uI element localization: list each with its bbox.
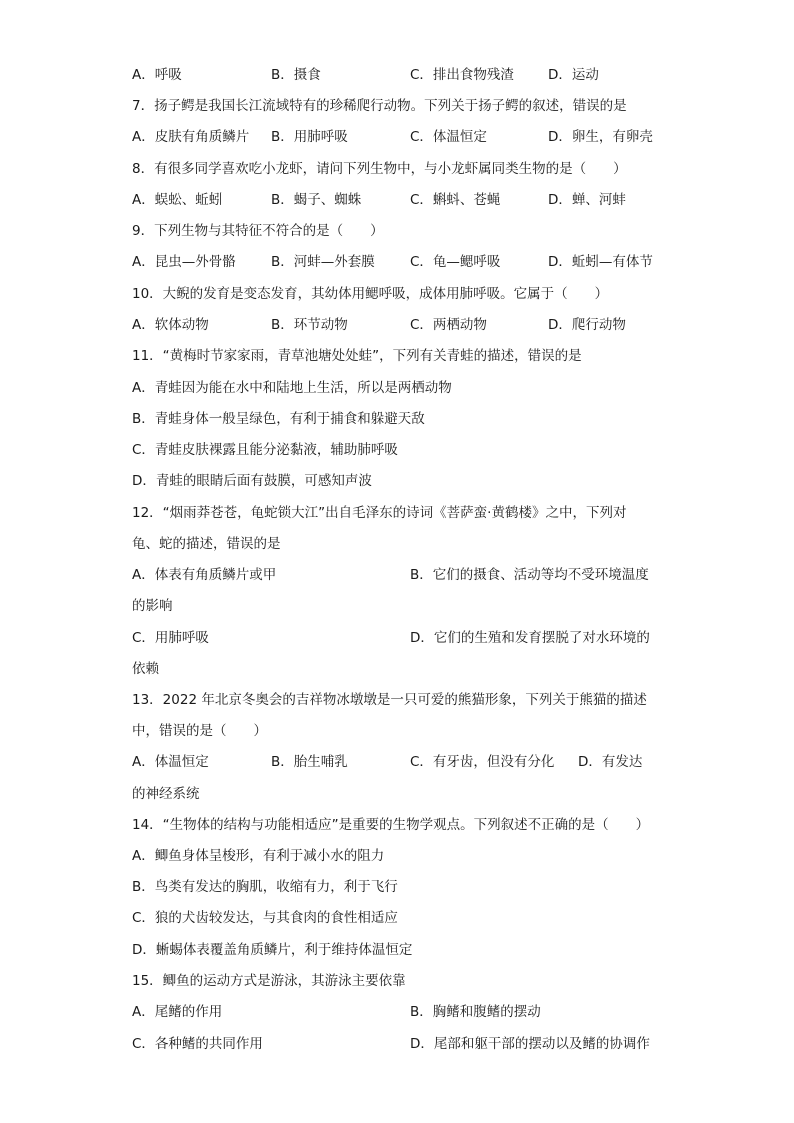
q6-option-b: B．摄食 bbox=[271, 67, 321, 83]
q11-option-b: B．青蛙身体一般呈绿色，有利于捕食和躲避天敌 bbox=[132, 411, 425, 427]
q14-stem: 14．“生物体的结构与功能相适应”是重要的生物学观点。下列叙述不正确的是（ ） bbox=[132, 817, 650, 833]
q14-option-c: C．狼的犬齿较发达，与其食肉的食性相适应 bbox=[132, 910, 398, 926]
q13-option-a: A．体温恒定 bbox=[132, 754, 209, 770]
q11-stem: 11．“黄梅时节家家雨，青草池塘处处蛙”，下列有关青蛙的描述，错误的是 bbox=[132, 348, 582, 364]
q9-option-b: B．河蚌—外套膜 bbox=[271, 254, 375, 270]
q10-option-b: B．环节动物 bbox=[271, 317, 348, 333]
q7-option-b: B．用肺呼吸 bbox=[271, 129, 348, 145]
q8-option-d: D．蝉、河蚌 bbox=[548, 192, 626, 208]
q13-stem-line1: 13．2022 年北京冬奥会的吉祥物冰墩墩是一只可爱的熊猫形象，下列关于熊猫的描述 bbox=[132, 692, 647, 708]
q12-option-a: A．体表有角质鳞片或甲 bbox=[132, 567, 277, 583]
q7-option-c: C．体温恒定 bbox=[410, 129, 487, 145]
q12-option-d: D．它们的生殖和发育摆脱了对水环境的 bbox=[410, 630, 650, 646]
q12-option-b-cont: 的影响 bbox=[132, 598, 173, 614]
q11-option-c: C．青蛙皮肤裸露且能分泌黏液，辅助肺呼吸 bbox=[132, 442, 398, 458]
q12-option-b: B．它们的摄食、活动等均不受环境温度 bbox=[410, 567, 649, 583]
q9-stem: 9．下列生物与其特征不符合的是（ ） bbox=[132, 223, 384, 239]
q8-option-b: B．蝎子、蜘蛛 bbox=[271, 192, 362, 208]
q14-option-d: D．蜥蜴体表覆盖角质鳞片，利于维持体温恒定 bbox=[132, 942, 413, 958]
q6-option-a: A．呼吸 bbox=[132, 67, 182, 83]
q6-option-d: D．运动 bbox=[548, 67, 599, 83]
q7-option-d: D．卵生，有卵壳 bbox=[548, 129, 653, 145]
q7-option-a: A．皮肤有角质鳞片 bbox=[132, 129, 250, 145]
q15-option-d: D．尾部和躯干部的摆动以及鳍的协调作 bbox=[410, 1036, 650, 1052]
q12-stem-line1: 12．“烟雨莽苍苍，龟蛇锁大江”出自毛泽东的诗词《菩萨蛮·黄鹤楼》之中，下列对 bbox=[132, 505, 627, 521]
q10-stem: 10．大鲵的发育是变态发育，其幼体用鳃呼吸，成体用肺呼吸。它属于（ ） bbox=[132, 286, 609, 302]
q10-option-d: D．爬行动物 bbox=[548, 317, 626, 333]
q9-option-c: C．龟—鳃呼吸 bbox=[410, 254, 501, 270]
q15-option-c: C．各种鳍的共同作用 bbox=[132, 1036, 263, 1052]
q8-stem: 8．有很多同学喜欢吃小龙虾，请问下列生物中，与小龙虾属同类生物的是（ ） bbox=[132, 161, 627, 177]
q15-option-a: A．尾鳍的作用 bbox=[132, 1004, 223, 1020]
q13-option-d-cont: 的神经系统 bbox=[132, 786, 200, 802]
q12-option-c: C．用肺呼吸 bbox=[132, 630, 209, 646]
q11-option-d: D．青蛙的眼睛后面有鼓膜，可感知声波 bbox=[132, 473, 372, 489]
q14-option-b: B．鸟类有发达的胸肌，收缩有力，利于飞行 bbox=[132, 879, 398, 895]
q8-option-a: A．蜈蚣、蚯蚓 bbox=[132, 192, 223, 208]
q8-option-c: C．蝌蚪、苍蝇 bbox=[410, 192, 501, 208]
q10-option-a: A．软体动物 bbox=[132, 317, 209, 333]
q11-option-a: A．青蛙因为能在水中和陆地上生活，所以是两栖动物 bbox=[132, 380, 452, 396]
q14-option-a: A．鲫鱼身体呈梭形，有利于减小水的阻力 bbox=[132, 848, 385, 864]
q10-option-c: C．两栖动物 bbox=[410, 317, 487, 333]
q13-option-c: C．有牙齿，但没有分化 bbox=[410, 754, 555, 770]
q9-option-d: D．蚯蚓—有体节 bbox=[548, 254, 653, 270]
q6-option-c: C．排出食物残渣 bbox=[410, 67, 514, 83]
q15-stem: 15．鲫鱼的运动方式是游泳，其游泳主要依靠 bbox=[132, 973, 406, 989]
q13-stem-line2: 中，错误的是（ ） bbox=[132, 723, 267, 739]
q9-option-a: A．昆虫—外骨骼 bbox=[132, 254, 236, 270]
q13-option-d: D．有发达 bbox=[578, 754, 643, 770]
q12-stem-line2: 龟、蛇的描述，错误的是 bbox=[132, 536, 281, 552]
q13-option-b: B．胎生哺乳 bbox=[271, 754, 348, 770]
q7-stem: 7．扬子鳄是我国长江流域特有的珍稀爬行动物。下列关于扬子鳄的叙述，错误的是 bbox=[132, 98, 627, 114]
q12-option-d-cont: 依赖 bbox=[132, 661, 159, 677]
q15-option-b: B．胸鳍和腹鳍的摆动 bbox=[410, 1004, 541, 1020]
